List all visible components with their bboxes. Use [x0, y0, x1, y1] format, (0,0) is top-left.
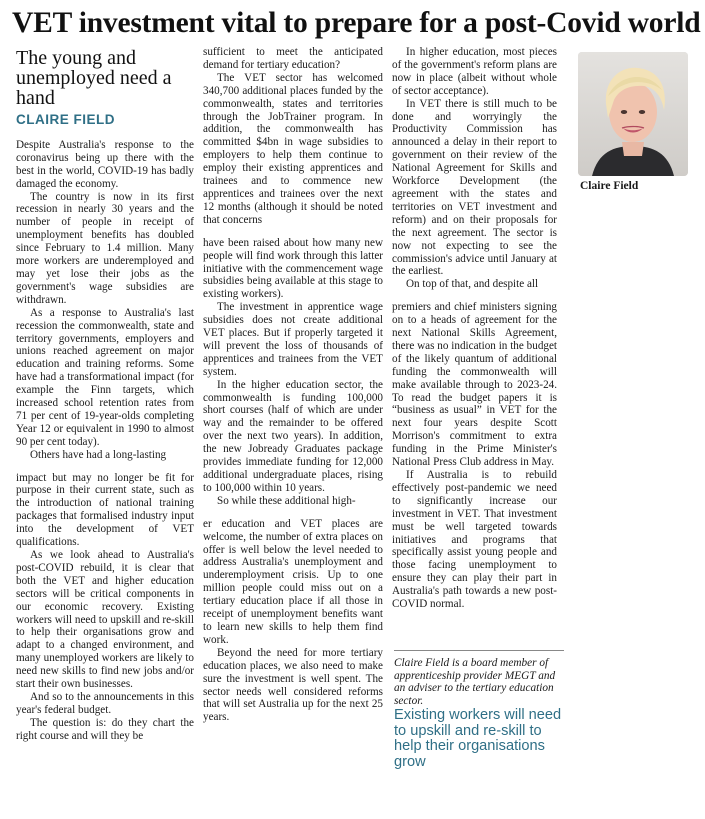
column-1 [16, 48, 194, 743]
paragraph: And so to the announcements in this year's federal budget. [16, 690, 194, 716]
column-3 [392, 46, 557, 611]
paragraph: Beyond the need for more tertiary education places, we also need to make sure the investment is well spent. The sector needs well considered reforms that will set Australia up for the next 25 years. [203, 646, 383, 724]
paragraph: If Australia is to rebuild effectively post-pandemic we need to significantly increase our investment in VET. That investment must be well targeted towards initiatives and programs that specifically assist young people and those facing unemployment to ensure they can play their part in Australia's path towards a new post-COVID normal. [392, 469, 557, 611]
subheadline: The young and unemployed need a hand [16, 47, 172, 109]
paragraph: The country is now in its first recession in nearly 30 years and the number of people in receipt of unemployment benefits has doubled since February to 1.4 million. Many more workers are underemployed and may yet lose their jobs as the government's wage subsidies are withdrawn. [16, 190, 194, 306]
paragraph: On top of that, and despite all [406, 278, 539, 291]
author-bio: Claire Field is a board member of apprenticeship provider MEGT and an adviser to the tertiary education sector. [394, 650, 564, 707]
paragraph: The VET sector has welcomed 340,700 additional places funded by the commonwealth, states and territories through the JobTrainer program. In addition, the commonwealth has committed $4bn in wage subsidies to employers to help them continue to employ their existing apprentices and trainees and to commence new apprentices and trainees over the next 12 months (although it should be noted that concerns [203, 71, 383, 226]
paragraph: er education and VET places are welcome, the number of extra places on offer is well below the level needed to address Australia's unemployment and underemployment crisis. Up to one million people could miss out on a tertiary education place if all those in receipt of unemployment benefits want to learn new skills to help them find work. [203, 517, 383, 646]
paragraph: have been raised about how many new people will find work through this latter initiative with the commencement wage subsidies being available at this stage to existing workers). [203, 236, 383, 301]
column-2 [203, 46, 383, 724]
paragraph: As we look ahead to Australia's post-COVID rebuild, it is clear that both the VET and higher education sectors will be critical components in our economic recovery. Existing workers will need to upskill and re-skill to help their organisations grow and adapt to a changed environment, and many unemployed workers are likely to need new skills to find new jobs and/or start their own businesses. [16, 549, 194, 691]
paragraph: sufficient to meet the anticipated demand for tertiary education? [203, 46, 383, 71]
pull-quote: Existing workers will need to upskill and re-skill to help their organisations grow [394, 707, 562, 770]
author-photo [578, 52, 688, 176]
paragraph: In higher education, most pieces of the government's reform plans are now in place (albeit without whole of sector acceptance). [392, 46, 557, 97]
paragraph: The question is: do they chart the right course and will they be [16, 716, 194, 742]
author-portrait-icon [578, 52, 688, 176]
photo-caption: Claire Field [580, 180, 639, 192]
paragraph: impact but may no longer be fit for purpose in their current state, such as the introduction of national training packages that formalised industry input into the development of VET qualifications. [16, 471, 194, 549]
headline: VET investment vital to prepare for a post-Covid world [12, 7, 701, 39]
byline: CLAIRE FIELD [16, 112, 115, 127]
paragraph: So while these additional high- [217, 494, 356, 507]
paragraph: As a response to Australia's last recession the commonwealth, state and territory governments, employers and unions reached agreement on major education and training reforms. Some have had a transformational impact (for example the Finn targets, which increased school retention rates from 71 per cent of 19-year-olds completing Year 12 or equivalent in 1990 to almost 90 per cent today). [16, 306, 194, 448]
paragraph: Others have had a long-lasting [30, 448, 167, 461]
paragraph: In the higher education sector, the commonwealth is funding 100,000 short courses (half of which are under way and the remainder to be offered over the next two years). In addition, the new Jobready Graduates package provides immediate funding for 12,000 additional undergraduate places, rising to 100,000 within 10 years. [203, 378, 383, 494]
paragraph: premiers and chief ministers signing on to a heads of agreement for the next National Skills Agreement, there was no indication in the budget of the likely quantum of additional funding the commonwealth will make available through to 2023-24. To read the budget papers it is “business as usual” in VET for the next four years despite Scott Morrison's commitment to extra funding in the Prime Minister's National Press Club address in May. [392, 301, 557, 469]
paragraph: Despite Australia's response to the coronavirus being up there with the best in the world, COVID-19 has badly damaged the economy. [16, 138, 194, 190]
paragraph: In VET there is still much to be done and worryingly the Productivity Commission has announced a delay in their report to government on their review of the National Agreement for Skills and Workforce Development (the agreement with the states and territories on VET investment and reform) and on their proposals for the next agreement. The sector is now not expecting to see the commission's advice until January at the earliest. [392, 97, 557, 278]
paragraph: The investment in apprentice wage subsidies does not create additional VET places. But if properly targeted it will prevent the loss of thousands of apprentices and trainees from the VET system. [203, 301, 383, 378]
